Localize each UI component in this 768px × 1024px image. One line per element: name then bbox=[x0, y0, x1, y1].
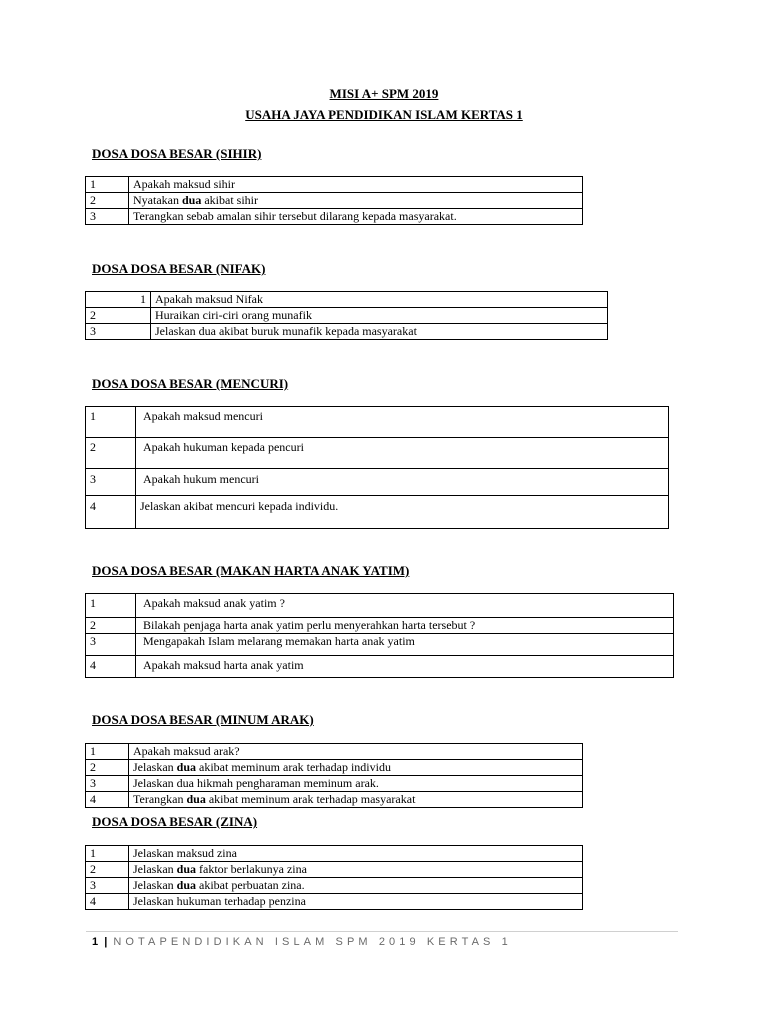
table-row bbox=[86, 193, 583, 209]
table-row bbox=[86, 862, 583, 878]
question-text-pre: Jelaskan bbox=[133, 862, 177, 876]
question-text-pre: Apakah hukuman kepada pencuri bbox=[143, 440, 304, 454]
table-row bbox=[86, 292, 608, 308]
question-text bbox=[151, 308, 608, 324]
question-text bbox=[136, 407, 669, 438]
question-table-minum-arak bbox=[85, 743, 583, 808]
table-row bbox=[86, 878, 583, 894]
question-text-pre: Apakah maksud mencuri bbox=[143, 409, 263, 423]
question-text-pre: Jelaskan dua akibat buruk munafik kepada masyarakat bbox=[155, 324, 417, 338]
row-number: 3 bbox=[86, 634, 136, 656]
question-text-pre: Apakah maksud Nifak bbox=[155, 292, 263, 306]
table-row bbox=[86, 177, 583, 193]
table-row bbox=[86, 496, 669, 529]
question-text bbox=[136, 634, 674, 656]
question-text-post: akibat sihir bbox=[201, 193, 258, 207]
question-text-post: akibat perbuatan zina. bbox=[196, 878, 305, 892]
row-number: 3 bbox=[86, 776, 129, 792]
question-text bbox=[129, 894, 583, 910]
question-text bbox=[129, 862, 583, 878]
question-text-pre: Jelaskan akibat mencuri kepada individu. bbox=[140, 499, 339, 513]
document-title-line1: MISI A+ SPM 2019 bbox=[329, 86, 439, 101]
question-text bbox=[136, 656, 674, 678]
question-text bbox=[129, 177, 583, 193]
row-number: 4 bbox=[86, 792, 129, 808]
question-text-bold: dua bbox=[181, 193, 202, 207]
question-text-pre: Terangkan sebab amalan sihir tersebut dilarang kepada masyarakat. bbox=[133, 209, 457, 223]
section-heading-sihir: DOSA DOSA BESAR (SIHIR) bbox=[92, 146, 262, 161]
table-row bbox=[86, 656, 674, 678]
footer-separator: | bbox=[104, 936, 108, 948]
question-table-sihir bbox=[85, 176, 583, 225]
question-text bbox=[136, 594, 674, 618]
question-text-pre: Jelaskan bbox=[133, 878, 177, 892]
question-text-pre: Bilakah penjaga harta anak yatim perlu menyerahkan harta tersebut ? bbox=[143, 618, 476, 632]
row-number: 2 bbox=[86, 438, 136, 469]
row-number: 3 bbox=[86, 209, 129, 225]
question-table-nifak bbox=[85, 291, 608, 340]
page-footer bbox=[92, 936, 512, 948]
question-text-pre: Terangkan bbox=[133, 792, 187, 806]
table-row bbox=[86, 618, 674, 634]
table-row bbox=[86, 438, 669, 469]
document-title-line2: USAHA JAYA PENDIDIKAN ISLAM KERTAS 1 bbox=[245, 107, 523, 122]
question-text-bold: dua bbox=[186, 792, 206, 806]
question-text-pre: Apakah maksud anak yatim ? bbox=[143, 596, 285, 610]
row-number: 2 bbox=[86, 760, 129, 776]
table-row bbox=[86, 469, 669, 496]
question-text-pre: Jelaskan maksud zina bbox=[133, 846, 237, 860]
question-text-pre: Apakah hukum mencuri bbox=[143, 472, 259, 486]
row-number: 3 bbox=[86, 469, 136, 496]
section-heading-minum-arak: DOSA DOSA BESAR (MINUM ARAK) bbox=[92, 712, 314, 727]
question-text bbox=[136, 438, 669, 469]
question-text bbox=[129, 744, 583, 760]
section-heading-mencuri: DOSA DOSA BESAR (MENCURI) bbox=[92, 376, 289, 391]
table-row bbox=[86, 324, 608, 340]
question-text bbox=[129, 776, 583, 792]
row-number: 2 bbox=[86, 618, 136, 634]
row-number: 1 bbox=[86, 407, 136, 438]
question-text-pre: Mengapakah Islam melarang memakan harta anak yatim bbox=[143, 634, 415, 648]
footer-text: NOTAPENDIDIKAN ISLAM SPM 2019 KERTAS 1 bbox=[113, 936, 512, 948]
question-table-zina bbox=[85, 845, 583, 910]
question-text bbox=[136, 469, 669, 496]
table-row bbox=[86, 894, 583, 910]
row-number: 2 bbox=[86, 193, 129, 209]
question-text bbox=[129, 193, 583, 209]
row-number: 1 bbox=[86, 846, 129, 862]
section-heading-nifak: DOSA DOSA BESAR (NIFAK) bbox=[92, 261, 266, 276]
question-text-bold: dua bbox=[176, 862, 197, 876]
table-row bbox=[86, 209, 583, 225]
row-number: 3 bbox=[86, 324, 151, 340]
question-text bbox=[129, 846, 583, 862]
table-row bbox=[86, 846, 583, 862]
question-text bbox=[151, 292, 608, 308]
question-text-pre: Jelaskan dua hikmah pengharaman meminum arak. bbox=[133, 776, 379, 790]
row-number: 3 bbox=[86, 878, 129, 894]
table-row bbox=[86, 776, 583, 792]
question-text-pre: Apakah maksud arak? bbox=[133, 744, 240, 758]
table-row bbox=[86, 634, 674, 656]
section-heading-anak-yatim: DOSA DOSA BESAR (MAKAN HARTA ANAK YATIM) bbox=[92, 563, 410, 578]
question-table-anak-yatim bbox=[85, 593, 674, 678]
section-heading-zina: DOSA DOSA BESAR (ZINA) bbox=[92, 814, 258, 829]
row-number: 1 bbox=[86, 177, 129, 193]
question-text-pre: Jelaskan bbox=[133, 760, 177, 774]
question-text-post: faktor berlakunya zina bbox=[196, 862, 307, 876]
question-text bbox=[136, 618, 674, 634]
question-text-pre: Apakah maksud harta anak yatim bbox=[143, 658, 304, 672]
question-text-pre: Huraikan ciri-ciri orang munafik bbox=[155, 308, 312, 322]
question-text-pre: Nyatakan bbox=[133, 193, 182, 207]
table-row bbox=[86, 744, 583, 760]
question-text-post: akibat meminum arak terhadap masyarakat bbox=[205, 792, 416, 806]
table-row bbox=[86, 407, 669, 438]
table-row bbox=[86, 760, 583, 776]
question-text-pre: Apakah maksud sihir bbox=[133, 177, 235, 191]
row-number: 4 bbox=[86, 894, 129, 910]
question-text bbox=[129, 760, 583, 776]
question-text-bold: dua bbox=[176, 760, 197, 774]
table-row bbox=[86, 792, 583, 808]
question-text bbox=[129, 792, 583, 808]
row-number: 4 bbox=[86, 496, 136, 529]
row-number: 4 bbox=[86, 656, 136, 678]
question-table-mencuri bbox=[85, 406, 669, 529]
row-number: 1 bbox=[86, 594, 136, 618]
question-text-post: akibat meminum arak terhadap individu bbox=[196, 760, 391, 774]
row-number: 1 bbox=[86, 744, 129, 760]
footer-divider bbox=[86, 931, 678, 932]
page-number: 1 bbox=[92, 936, 99, 948]
question-text-pre: Jelaskan hukuman terhadap penzina bbox=[133, 894, 306, 908]
question-text bbox=[136, 496, 669, 529]
question-text-bold: dua bbox=[176, 878, 197, 892]
question-text bbox=[151, 324, 608, 340]
table-row bbox=[86, 594, 674, 618]
row-number: 2 bbox=[86, 308, 151, 324]
row-number: 1 bbox=[86, 292, 151, 308]
question-text bbox=[129, 209, 583, 225]
row-number: 2 bbox=[86, 862, 129, 878]
question-text bbox=[129, 878, 583, 894]
table-row bbox=[86, 308, 608, 324]
